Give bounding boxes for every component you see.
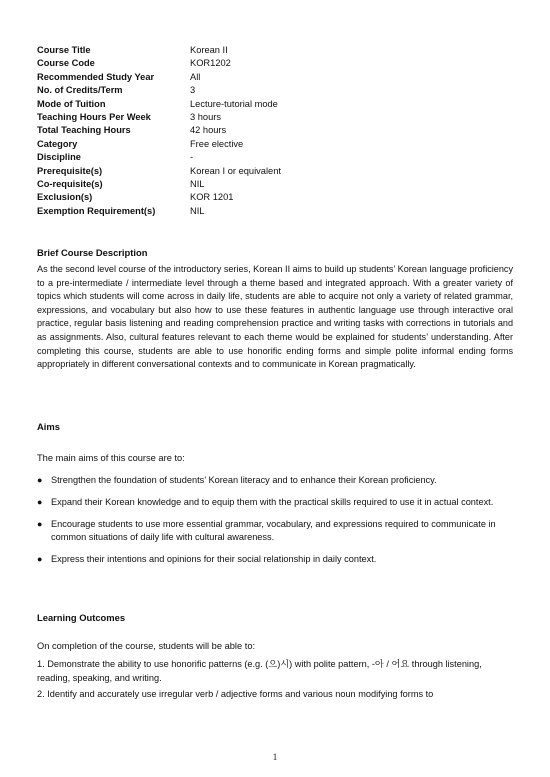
- course-info-row: [37, 138, 281, 151]
- aims-list-item: ● Encourage students to use more essential grammar, vocabulary, and expressions required to communicate in common situations of daily life with cultural awareness.: [37, 519, 496, 542]
- bullet-icon: ●: [37, 497, 43, 507]
- course-info-label: Mode of Tuition: [37, 98, 106, 109]
- aims-intro: The main aims of this course are to:: [37, 453, 185, 463]
- course-info-label: Co-requisite(s): [37, 179, 103, 190]
- course-info-label: Course Title: [37, 45, 91, 55]
- bullet-icon: ●: [37, 554, 43, 564]
- learning-outcome-item: 2. Identify and accurately use irregular verb / adjective forms and various noun modifying forms to: [37, 689, 434, 699]
- course-info-label: Total Teaching Hours: [37, 125, 131, 136]
- aims-list-item: ● Strengthen the foundation of students’ Korean literacy and to enhance their Korean proficiency.: [37, 475, 437, 485]
- course-info-row: [37, 124, 281, 137]
- course-info-label: Course Code: [37, 58, 95, 69]
- page-number: 1: [272, 752, 278, 762]
- course-info-value: KOR1202: [190, 58, 231, 69]
- bullet-icon: ●: [37, 475, 43, 485]
- aims-list: [37, 474, 513, 575]
- course-info-row: [37, 84, 281, 97]
- course-info-value: -: [190, 152, 194, 163]
- course-info-row: [37, 111, 281, 124]
- course-info-label: Discipline: [37, 152, 81, 163]
- course-info-label: Exclusion(s): [37, 192, 93, 203]
- learning-outcome-item: 1. Demonstrate the ability to use honorific patterns (e.g. (으)시) with polite pattern, -아 / 어요 through listening, reading, speaking, and writing.: [37, 659, 482, 683]
- course-info-row: [37, 71, 281, 84]
- course-info-label: Teaching Hours Per Week: [37, 112, 151, 123]
- course-info-row: [37, 165, 281, 178]
- course-info-row: [37, 191, 281, 204]
- course-info-row: [37, 98, 281, 111]
- learning-outcomes-heading: Learning Outcomes: [37, 612, 126, 623]
- course-info-label: Category: [37, 138, 78, 149]
- course-info-value: Korean I or equivalent: [190, 165, 281, 176]
- course-info-row: [37, 178, 281, 191]
- course-info-value: Free elective: [190, 138, 244, 149]
- course-info-value: Korean II: [190, 45, 228, 55]
- bullet-icon: ●: [37, 519, 43, 529]
- course-info-table: [37, 44, 281, 218]
- course-info-value: KOR 1201: [190, 192, 234, 203]
- course-info-row: [37, 57, 281, 70]
- course-info-label: Exemption Requirement(s): [37, 205, 156, 216]
- brief-description-heading: Brief Course Description: [37, 247, 148, 258]
- course-info-label: No. of Credits/Term: [37, 85, 123, 96]
- learning-outcomes-intro: On completion of the course, students will be able to:: [37, 641, 256, 651]
- aims-list-item: ● Express their intentions and opinions for their social relationship in daily context.: [37, 554, 377, 564]
- aims-list-item: ● Expand their Korean knowledge and to equip them with the practical skills required to use it in actual context.: [37, 497, 494, 507]
- course-info-value: All: [190, 71, 201, 82]
- course-info-value: NIL: [190, 205, 205, 216]
- aims-heading: Aims: [37, 421, 60, 432]
- brief-description-text: As the second level course of the introductory series, Korean II aims to build up students’ Korean language proficiency to a pre-intermediate / intermediate level through a theme based and integrated approach. With a greater variety of topics which students will come across in daily life, students are able to acquire not only a variety of related grammar, expressions, and vocabulary but also how to use these features in authentic language use through interactive oral practice, regular basis listening and reading comprehension practice and writing tasks with corrections in tutorials and as assignments. Also, cultural features relevant to each theme would be explained for students’ understanding. After completing this course, students are able to use honorific ending forms and simple polite informal ending forms appropriately in different conversational contexts and to communicate in Korean pragmatically.: [37, 264, 513, 370]
- course-info-value: 3: [190, 85, 196, 96]
- course-info-label: Recommended Study Year: [37, 71, 155, 82]
- course-info-row: [37, 205, 281, 218]
- course-info-value: Lecture-tutorial mode: [190, 98, 278, 109]
- course-info-row: [37, 44, 281, 57]
- course-info-value: 42 hours: [190, 125, 227, 136]
- course-info-row: [37, 151, 281, 164]
- course-info-label: Prerequisite(s): [37, 165, 103, 176]
- course-info-value: NIL: [190, 179, 205, 190]
- course-info-value: 3 hours: [190, 112, 222, 123]
